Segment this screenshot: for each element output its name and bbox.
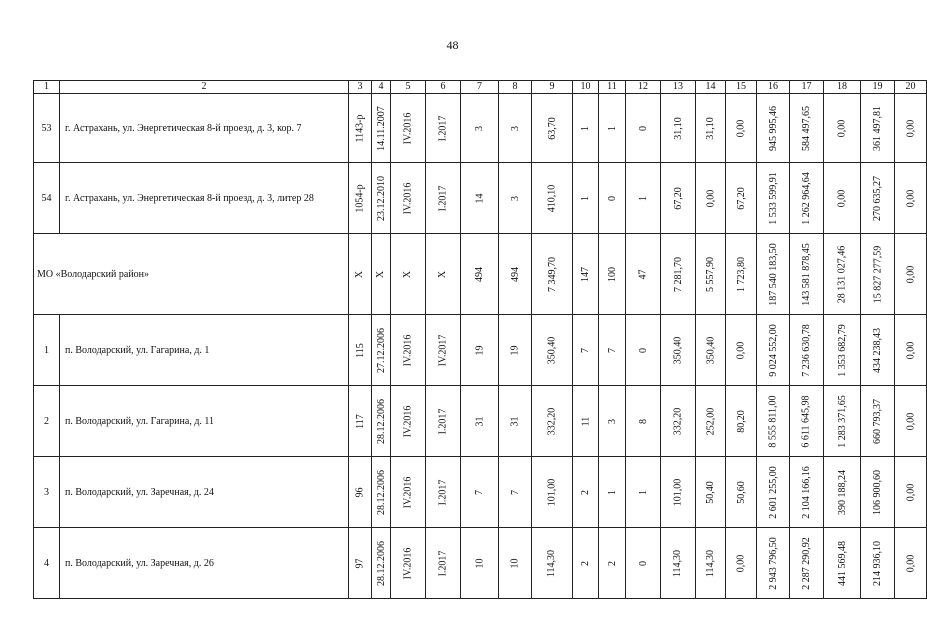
cell-value: Х [402,270,414,278]
table-cell [532,163,573,234]
cell-value: 11 [579,416,591,426]
header-cell: 3 [349,81,372,94]
table-cell [790,163,824,234]
header-cell: 18 [824,81,861,94]
cell-value: 8 [637,418,649,424]
header-cell: 15 [726,81,757,94]
cell-value: 1 723,80 [735,256,747,292]
table-cell [461,457,499,528]
cell-value: 31,10 [705,116,716,140]
cell-value: 0,00 [735,341,747,359]
cell-value: 0,00 [905,265,916,283]
table-cell [757,528,790,599]
cell-value: 8 555 811,00 [767,394,779,448]
header-cell: 16 [757,81,790,94]
address-cell: п. Володарский, ул. Гагарина, д. 1 [60,315,349,386]
header-cell: 4 [372,81,391,94]
header-cell: 9 [532,81,573,94]
header-cell: 2 [60,81,349,94]
cell-value: 332,20 [672,407,684,435]
cell-value: 0,00 [905,341,916,359]
table-cell [532,386,573,457]
table-cell [895,94,927,163]
table-cell [372,457,391,528]
table-cell [372,234,391,315]
cell-value: 47 [637,269,649,279]
cell-value: 1 [637,489,649,495]
table-cell [790,315,824,386]
table-cell [696,528,726,599]
header-cell: 19 [861,81,895,94]
table-cell [573,528,599,599]
cell-value: 2 287 290,92 [801,536,812,590]
table-cell [626,94,661,163]
cell-value: 96 [354,487,366,497]
table-cell [861,315,895,386]
cell-value: 31 [474,416,485,426]
cell-value: 5 557,90 [705,256,716,292]
cell-value: 1 [580,125,591,131]
table-cell [599,94,626,163]
header-cell: 1 [34,81,60,94]
table-cell [696,94,726,163]
table-row [34,386,927,457]
table-cell [824,94,861,163]
table-cell [499,386,532,457]
table-row [34,94,927,163]
cell-value: I.2017 [437,550,449,576]
header-cell: 12 [626,81,661,94]
table-cell [824,386,861,457]
table-cell [532,315,573,386]
cell-value: 390 188,24 [836,469,848,515]
cell-value: 114,30 [546,549,558,577]
table-cell [349,234,372,315]
table-cell [626,315,661,386]
table-cell [426,528,461,599]
cell-value: 10 [509,558,521,568]
cell-value: IV.2016 [402,405,414,437]
table-cell [372,94,391,163]
table-cell [599,386,626,457]
cell-value: 1 [606,489,618,495]
cell-value: 67,20 [672,186,684,210]
table-cell [895,386,927,457]
cell-value: 3 [606,418,618,424]
cell-value: I.2017 [437,185,449,211]
table-cell [626,386,661,457]
cell-value: 0 [637,560,649,566]
cell-value: 434 238,43 [872,327,883,373]
table-cell [757,386,790,457]
table-cell [661,528,696,599]
table-row [34,528,927,599]
table-row [34,315,927,386]
table-cell [372,528,391,599]
page-number: 48 [446,38,459,52]
table-cell [696,457,726,528]
cell-value: 2 [580,489,591,495]
table-cell [461,234,499,315]
table-cell [391,457,426,528]
cell-value: 660 793,37 [872,398,883,444]
table-cell [426,163,461,234]
table-cell [696,315,726,386]
header-cell: 5 [391,81,426,94]
cell-value: I.2017 [437,408,449,434]
address-cell: п. Володарский, ул. Заречная, д. 26 [60,528,349,599]
table-cell [790,386,824,457]
cell-value: 114,30 [704,549,716,577]
table-cell [532,234,573,315]
table-cell [573,163,599,234]
cell-value: IV.2016 [402,182,414,214]
cell-value: 14.11.2007 [375,105,387,151]
table-cell [599,234,626,315]
district-total-row [34,234,927,315]
cell-value: I.2017 [437,479,449,505]
row-number: 2 [34,386,60,457]
cell-value: 7 236 630,78 [801,323,812,377]
cell-value: 27.12.2006 [375,327,387,373]
cell-value: 1 [580,195,591,201]
cell-value: IV.2016 [402,334,414,366]
header-cell: 20 [895,81,927,94]
cell-value: 80,20 [735,409,747,433]
table-cell [824,163,861,234]
table-cell [790,457,824,528]
cell-value: 100 [606,266,618,282]
table-cell [861,94,895,163]
table-cell [391,386,426,457]
cell-value: 0,00 [905,554,916,572]
cell-value: 494 [509,266,521,282]
cell-value: 350,40 [705,336,716,364]
cell-value: IV.2016 [402,112,414,144]
table-cell [790,94,824,163]
address-cell: п. Володарский, ул. Гагарина, д. 11 [60,386,349,457]
cell-value: 7 281,70 [672,256,684,292]
table-cell [391,163,426,234]
table-cell [824,457,861,528]
cell-value: 214 936,10 [872,540,883,586]
table-cell [499,163,532,234]
table-cell [391,234,426,315]
cell-value: 0,00 [735,554,747,572]
table-cell [426,386,461,457]
cell-value: 361 497,81 [872,105,883,151]
cell-value: 10 [474,558,485,568]
header-cell: 8 [499,81,532,94]
table-cell [726,315,757,386]
table-cell [861,528,895,599]
cell-value: 1 533 599,91 [767,171,779,225]
table-cell [461,315,499,386]
table-cell [696,163,726,234]
header-cell: 13 [661,81,696,94]
cell-value: 252,00 [705,407,716,435]
table-cell [349,94,372,163]
table-cell [626,234,661,315]
table-cell [824,234,861,315]
cell-value: 0,00 [735,119,747,137]
cell-value: 9 024 552,00 [767,323,779,377]
table-cell [861,234,895,315]
cell-value: 1 353 682,79 [836,323,848,377]
cell-value: 0 [606,195,618,201]
cell-value: 1 262 964,64 [801,171,812,225]
table-cell [461,94,499,163]
header-row [34,81,927,94]
cell-value: 7 [580,347,591,353]
cell-value: 101,00 [546,478,558,506]
table-cell [861,386,895,457]
table-cell [757,315,790,386]
cell-value: 187 540 183,50 [767,242,779,306]
table-cell [573,457,599,528]
table-cell [461,163,499,234]
cell-value: 0 [637,347,649,353]
table-cell [661,94,696,163]
cell-value: 0,00 [905,189,916,207]
cell-value: 1 283 371,65 [836,394,848,448]
cell-value: 494 [474,266,485,282]
row-number: 3 [34,457,60,528]
data-table [33,80,927,599]
cell-value: 3 [509,125,521,131]
cell-value: 1 [637,195,649,201]
cell-value: IV.2017 [437,334,449,366]
cell-value: IV.2016 [402,476,414,508]
cell-value: 115 [354,342,366,358]
cell-value: 28.12.2006 [375,398,387,444]
table-cell [726,163,757,234]
table-cell [599,528,626,599]
table-cell [726,457,757,528]
table-cell [626,457,661,528]
table-cell [824,528,861,599]
cell-value: 0,00 [705,189,716,207]
table-cell [532,528,573,599]
header-cell: 14 [696,81,726,94]
cell-value: 1143-р [354,114,366,142]
table-cell [499,457,532,528]
cell-value: 2 943 796,50 [767,536,779,590]
cell-value: 15 827 277,59 [872,245,883,303]
cell-value: I.2017 [437,115,449,141]
cell-value: 7 349,70 [546,256,558,292]
cell-value: 106 900,60 [872,469,883,515]
cell-value: 2 104 166,16 [801,465,812,519]
table-cell [461,386,499,457]
cell-value: 117 [354,413,366,429]
header-cell: 10 [573,81,599,94]
cell-value: 101,00 [672,478,684,506]
table-cell [895,457,927,528]
cell-value: 63,70 [546,116,558,140]
cell-value: 23.12.2010 [375,175,387,221]
row-number: 4 [34,528,60,599]
table-cell [824,315,861,386]
table-cell [599,457,626,528]
cell-value: 3 [474,125,485,131]
cell-value: 114,30 [672,549,684,577]
cell-value: 2 [580,560,591,566]
table-cell [426,94,461,163]
table-cell [790,528,824,599]
cell-value: 0,00 [905,412,916,430]
table-cell [349,386,372,457]
table-cell [532,457,573,528]
cell-value: 1054-р [354,183,366,213]
cell-value: Х [354,270,366,278]
table-cell [391,528,426,599]
cell-value: 350,40 [672,336,684,364]
table-cell [573,94,599,163]
cell-value: 0,00 [836,189,848,207]
cell-value: 0 [637,125,649,131]
cell-value: 350,40 [546,336,558,364]
district-label: МО «Володарский район» [34,234,349,315]
cell-value: 31 [509,416,521,426]
cell-value: 6 611 645,98 [801,394,813,448]
cell-value: 50,60 [735,480,747,504]
table-cell [661,386,696,457]
table-cell [626,528,661,599]
table-cell [895,163,927,234]
cell-value: 3 [509,195,521,201]
table-cell [499,234,532,315]
cell-value: 0,00 [836,119,848,137]
cell-value: 97 [354,558,366,568]
table-cell [532,94,573,163]
table-row [34,457,927,528]
header-cell: 7 [461,81,499,94]
table-cell [372,386,391,457]
table-cell [426,234,461,315]
row-number: 1 [34,315,60,386]
table-cell [349,315,372,386]
table-cell [661,315,696,386]
table-cell [757,94,790,163]
table-cell [573,234,599,315]
table-cell [372,163,391,234]
table-cell [391,94,426,163]
table-cell [757,163,790,234]
table-cell [426,315,461,386]
table-row [34,163,927,234]
table-cell [349,457,372,528]
table-cell [499,315,532,386]
cell-value: 31,10 [672,116,684,140]
table-cell [461,528,499,599]
table-cell [895,315,927,386]
cell-value: 7 [606,347,618,353]
row-number: 54 [34,163,60,234]
cell-value: 14 [474,193,485,203]
table-cell [573,386,599,457]
cell-value: 19 [474,345,485,355]
table-cell [391,315,426,386]
table-cell [426,457,461,528]
table-cell [349,528,372,599]
cell-value: 410,10 [546,184,558,212]
table-cell [661,457,696,528]
cell-value: 28 131 027,46 [836,245,848,303]
table-cell [696,386,726,457]
table-cell [861,163,895,234]
table-cell [726,386,757,457]
cell-value: Х [437,270,449,278]
row-number: 53 [34,94,60,163]
cell-value: 1 [606,125,618,131]
table-cell [726,528,757,599]
table-cell [626,163,661,234]
address-cell: п. Володарский, ул. Заречная, д. 24 [60,457,349,528]
table-cell [895,528,927,599]
header-cell: 17 [790,81,824,94]
table-cell [661,163,696,234]
cell-value: 28.12.2006 [375,540,387,586]
address-cell: г. Астрахань, ул. Энергетическая 8-й проезд, д. 3, кор. 7 [60,94,349,163]
table-cell [499,528,532,599]
table-cell [573,315,599,386]
cell-value: IV.2016 [402,547,414,579]
table-cell [661,234,696,315]
cell-value: 270 635,27 [872,175,883,221]
cell-value: 0,00 [905,483,916,501]
cell-value: 584 497,65 [801,105,812,151]
table-cell [499,94,532,163]
table-cell [696,234,726,315]
address-cell: г. Астрахань, ул. Энергетическая 8-й проезд, д. 3, литер 28 [60,163,349,234]
table-cell [757,234,790,315]
table-cell [599,315,626,386]
cell-value: 945 995,46 [767,105,779,151]
cell-value: 147 [580,266,591,282]
cell-value: 2 601 255,00 [767,465,779,519]
cell-value: 2 [606,560,618,566]
header-cell: 6 [426,81,461,94]
cell-value: 50,40 [705,480,716,504]
table-cell [349,163,372,234]
cell-value: Х [375,270,387,278]
table-cell [757,457,790,528]
table-cell [726,234,757,315]
cell-value: 441 569,48 [836,540,848,586]
table-cell [726,94,757,163]
cell-value: 7 [509,489,521,495]
cell-value: 143 581 878,45 [801,242,812,306]
cell-value: 28.12.2006 [375,469,387,515]
table-cell [372,315,391,386]
table-cell [599,163,626,234]
table-cell [861,457,895,528]
cell-value: 67,20 [735,186,747,210]
cell-value: 19 [509,345,521,355]
cell-value: 7 [474,489,485,495]
table-cell [895,234,927,315]
header-cell: 11 [599,81,626,94]
cell-value: 0,00 [905,119,916,137]
table-cell [790,234,824,315]
cell-value: 332,20 [546,407,558,435]
